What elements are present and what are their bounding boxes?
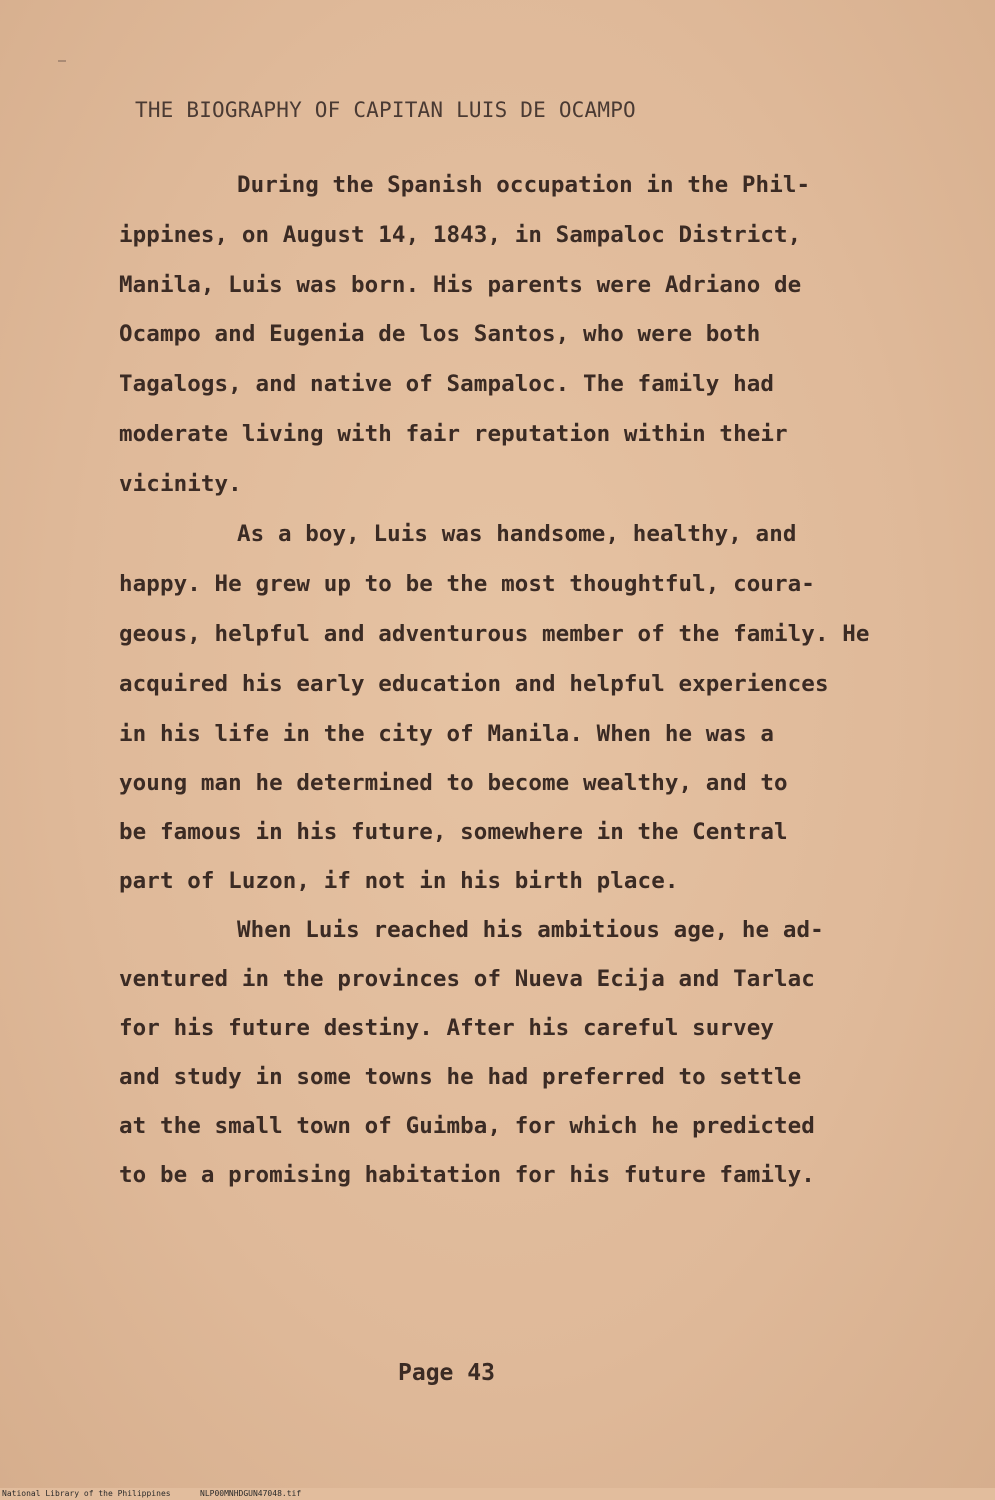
text-line-15: part of Luzon, if not in his birth place. (119, 868, 679, 894)
text-line-7: vicinity. (119, 471, 242, 497)
text-line-6: moderate living with fair reputation within their (119, 421, 788, 447)
text-line-3: Manila, Luis was born. His parents were Adriano de (119, 272, 802, 298)
text-line-2: ippines, on August 14, 1843, in Sampaloc District, (119, 222, 802, 248)
margin-mark (58, 60, 66, 62)
text-line-20: at the small town of Guimba, for which he predicted (119, 1113, 815, 1139)
text-line-8: As a boy, Luis was handsome, healthy, and (237, 521, 797, 547)
text-line-21: to be a promising habitation for his future family. (119, 1162, 815, 1188)
text-line-19: and study in some towns he had preferred to settle (119, 1064, 802, 1090)
file-name: NLP00MNHDGUN47048.tif (200, 1489, 302, 1498)
document-title: THE BIOGRAPHY OF CAPITAN LUIS DE OCAMPO (135, 98, 636, 122)
page-number: Page 43 (398, 1360, 495, 1386)
text-line-11: acquired his early education and helpful experiences (119, 671, 829, 697)
text-line-1: During the Spanish occupation in the Phil- (237, 172, 811, 198)
library-name: National Library of the Philippines (2, 1489, 171, 1498)
text-line-9: happy. He grew up to be the most thoughtful, coura- (119, 571, 815, 597)
text-line-18: for his future destiny. After his careful survey (119, 1015, 775, 1041)
scan-caption (0, 1488, 995, 1500)
text-line-14: be famous in his future, somewhere in the Central (119, 819, 788, 845)
text-line-16: When Luis reached his ambitious age, he ad- (237, 917, 824, 943)
text-line-10: geous, helpful and adventurous member of the family. He (119, 621, 870, 647)
text-line-12: in his life in the city of Manila. When he was a (119, 721, 775, 747)
text-line-5: Tagalogs, and native of Sampaloc. The family had (119, 371, 775, 397)
text-line-4: Ocampo and Eugenia de los Santos, who were both (119, 321, 761, 347)
text-line-13: young man he determined to become wealthy, and to (119, 770, 788, 796)
text-line-17: ventured in the provinces of Nueva Ecija and Tarlac (119, 966, 815, 992)
